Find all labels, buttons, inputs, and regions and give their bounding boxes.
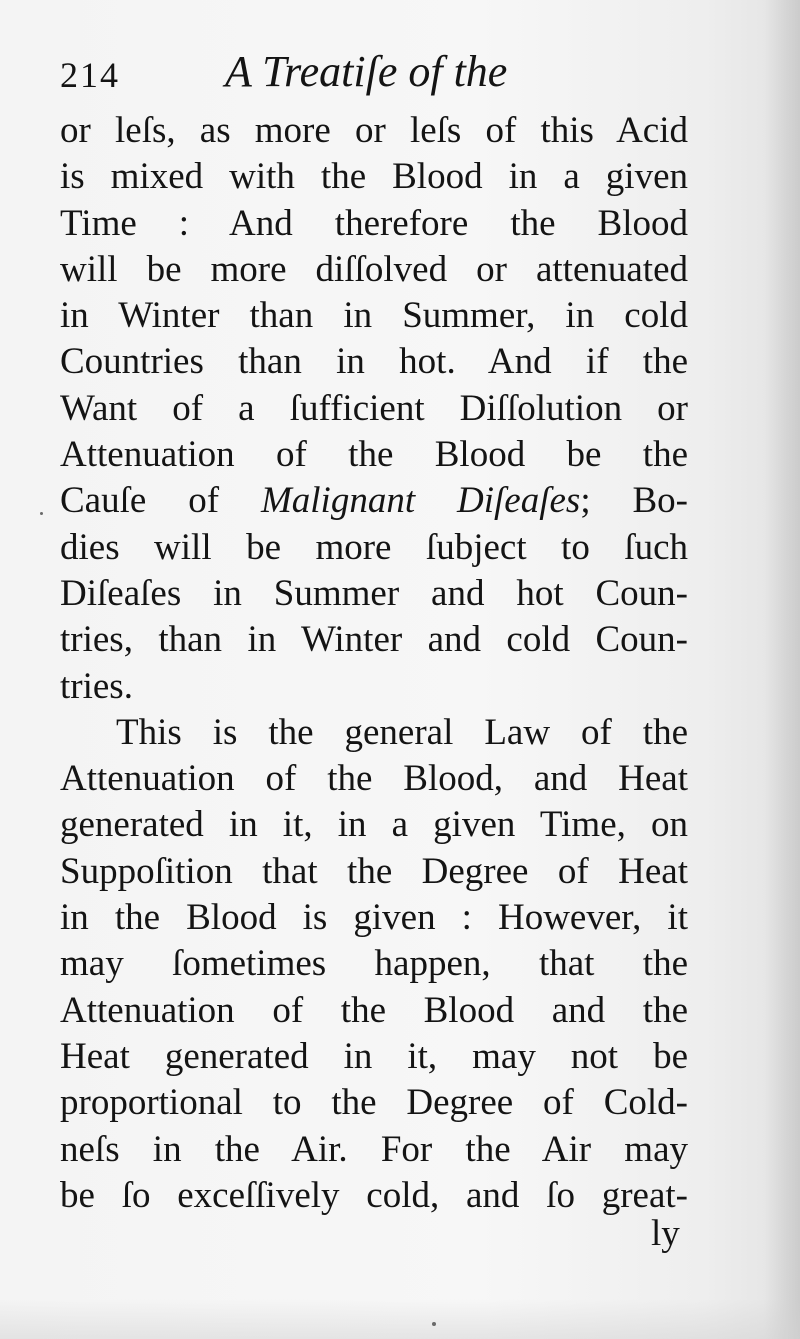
text-line: dies will be more ſubject to ſuch <box>60 526 688 568</box>
page-bottom-shadow <box>0 1299 800 1339</box>
running-title: A Treatiſe of the <box>225 47 508 96</box>
ink-speck <box>432 1322 436 1326</box>
catchword: ly <box>651 1213 680 1254</box>
text-line: Attenuation of the Blood and the <box>60 989 688 1031</box>
ink-speck <box>40 512 43 515</box>
text-line: is mixed with the Blood in a given <box>60 156 688 198</box>
text-line: Time : And therefore the Blood <box>60 202 688 244</box>
text-line: Countries than in hot. And if the <box>60 341 688 383</box>
page-edge-shadow <box>764 0 800 1339</box>
text-line: This is the general Law of the <box>116 711 688 753</box>
text-line: Heat generated in it, may not be <box>60 1035 688 1077</box>
text-line: Want of a ſufficient Diſſolution or <box>60 387 688 429</box>
text-line: Suppoſition that the Degree of Heat <box>60 850 688 892</box>
text-line: may ſometimes happen, that the <box>60 943 688 985</box>
text-line: in the Blood is given : However, it <box>60 897 688 939</box>
page-number: 214 <box>60 55 120 95</box>
text-line: generated in it, in a given Time, on <box>60 804 688 846</box>
text-line: be ſo exceſſively cold, and ſo great- <box>60 1174 688 1216</box>
text-line: neſs in the Air. For the Air may <box>60 1128 688 1170</box>
text-line: in Winter than in Summer, in cold <box>60 295 688 337</box>
text-line: Attenuation of the Blood be the <box>60 434 688 476</box>
text-segment: Cauſe of <box>60 480 220 522</box>
text-line-with-italic <box>60 478 688 524</box>
page-header <box>60 42 700 102</box>
text-line: will be more diſſolved or attenuated <box>60 248 688 290</box>
body-text <box>60 108 688 1219</box>
text-line: Diſeaſes in Summer and hot Coun- <box>60 572 688 614</box>
text-line: Attenuation of the Blood, and Heat <box>60 758 688 800</box>
text-segment: ; Bo- <box>580 480 688 522</box>
italic-term: Malignant Diſeaſes <box>260 480 581 522</box>
text-line: proportional to the Degree of Cold- <box>60 1082 688 1124</box>
text-line: tries, than in Winter and cold Coun- <box>60 619 688 661</box>
text-line: tries. <box>60 665 133 707</box>
text-line: or leſs, as more or leſs of this Acid <box>60 110 688 151</box>
